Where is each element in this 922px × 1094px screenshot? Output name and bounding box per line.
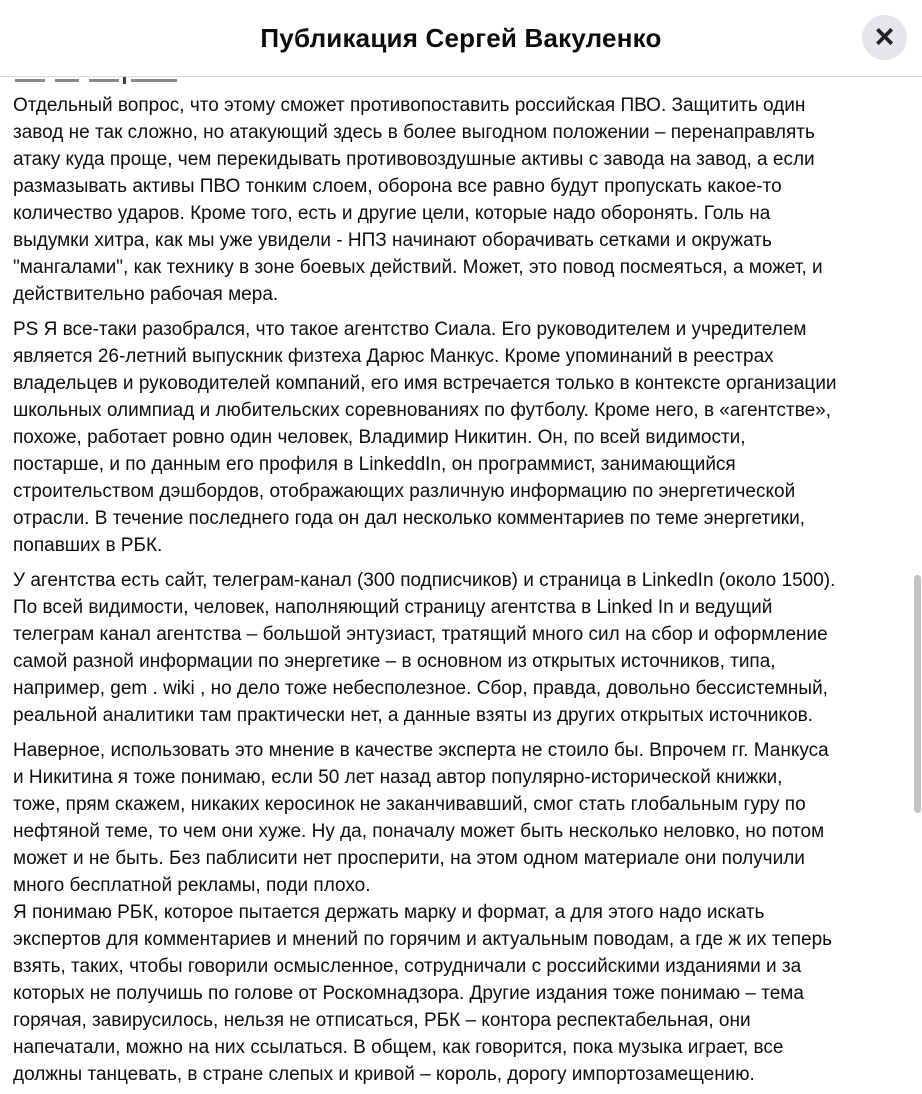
close-icon: × [874,18,895,56]
post-paragraph: Отдельный вопрос, что этому сможет противопоставить российская ПВО. Защитить один завод не так сложно, но атакующий здесь в более выгодном положении – перенаправлять атаку куда проще, чем перекидывать противовоздушные активы с завода на завод, а если размазывать активы ПВО тонким слоем, оборона все равно будут пропускать какое-то количество ударов. Кроме того, есть и другие цели, которые надо оборонять. Голь на выдумки хитра, как мы уже увидели - НПЗ начинают оборачивать сетками и окружать "мангалами", как технику в зоне боевых действий. Может, это повод посмеяться, а может, и действительно рабочая мера. [13,95,823,305]
scrollbar-thumb[interactable] [914,575,921,813]
post-paragraph: PS Я все-таки разобрался, что такое агентство Сиала. Его руководителем и учредителем является 26-летний выпускник физтеха Дарюс Манкус. Кроме упоминаний в реестрах владельцев и руководителей компаний, его имя встречается только в контексте организации школьных олимпиад и любительских соревнованиях по футболу. Кроме него, в «агентстве», похоже, работает ровно один человек, Владимир Никитин. Он, по всей видимости, постарше, и по данным его профиля в LinkeddIn, он программист, занимающийся строительством дэшбордов, отображающих различную информацию по энергетической отрасли. В течение последнего года он дал несколько комментариев по теме энергетики, попавших в РБК. [13,319,837,556]
post-paragraph: У агентства есть сайт, телеграм-канал (300 подписчиков) и страница в LinkedIn (около 1500). По всей видимости, человек, наполняющий страницу агентства в Linked In и ведущий телеграм канал агентства – большой энтузиаст, тратящий много сил на сбор и оформление самой разной информации по энергетике – в основном из открытых источников, типа, например, gem . wiki , но дело тоже небесполезное. Сбор, правда, довольно бессистемный, реальной аналитики там практически нет, а данные взяты из других открытых источников. [13,570,836,726]
post-paragraph: Наверное, использовать это мнение в качестве эксперта не стоило бы. Впрочем гг. Манкуса и Никитина я тоже понимаю, если 50 лет назад автор популярно-исторической книжки, тоже, прям скажем, никаких керосинок не заканчивавший, смог стать глобальным гуру по нефтяной теме, то чем они хуже. Ну да, поначалу может быть несколько неловко, но потом может и не быть. Без паблисити нет просперити, на этом одном материале они получили много бесплатной рекламы, поди плохо. Я понимаю РБК, которое пытается держать марку и формат, а для этого надо искать экспертов для комментариев и мнений по горячим и актуальным поводам, а где ж их теперь взять, таких, чтобы говорили осмысленное, сотрудничали с российскими изданиями и за которых не получишь по голове от Роскомнадзора. Другие издания тоже понимаю – тема горячая, завирусилось, нельзя не отписаться, РБК – контора респектабельная, они напечатали, можно на них ссылаться. В общем, как говорится, пока музыка играет, все должны танцевать, в стране слепых и кривой – король, дорогу импортозамещению. [13,740,833,1085]
modal-title: Публикация Сергей Вакуленко [260,22,662,53]
close-button[interactable] [862,15,907,60]
post-content [13,77,914,1088]
modal-header [0,0,922,77]
